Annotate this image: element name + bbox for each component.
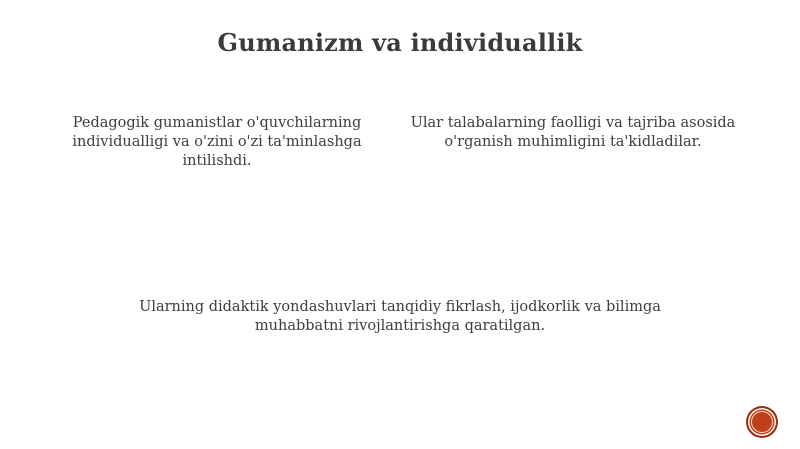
bottom-text-block: Ularning didaktik yondashuvlari tanqidiy fikrlash, ijodkorlik va bilimga muhabbatni rivojlantirishga qaratilgan. xyxy=(139,299,661,334)
left-text-block: Pedagogik gumanistlar o'quvchilarning individualligi va o'zini o'zi ta'minlashga intilishdi. xyxy=(72,115,362,169)
slide-nav-button[interactable] xyxy=(747,407,777,437)
circle-nav-icon xyxy=(751,411,773,433)
slide-title: Gumanizm va individuallik xyxy=(217,28,583,57)
right-text-block: Ular talabalarning faolligi va tajriba asosida o'rganish muhimligini ta'kidladilar. xyxy=(410,115,736,150)
